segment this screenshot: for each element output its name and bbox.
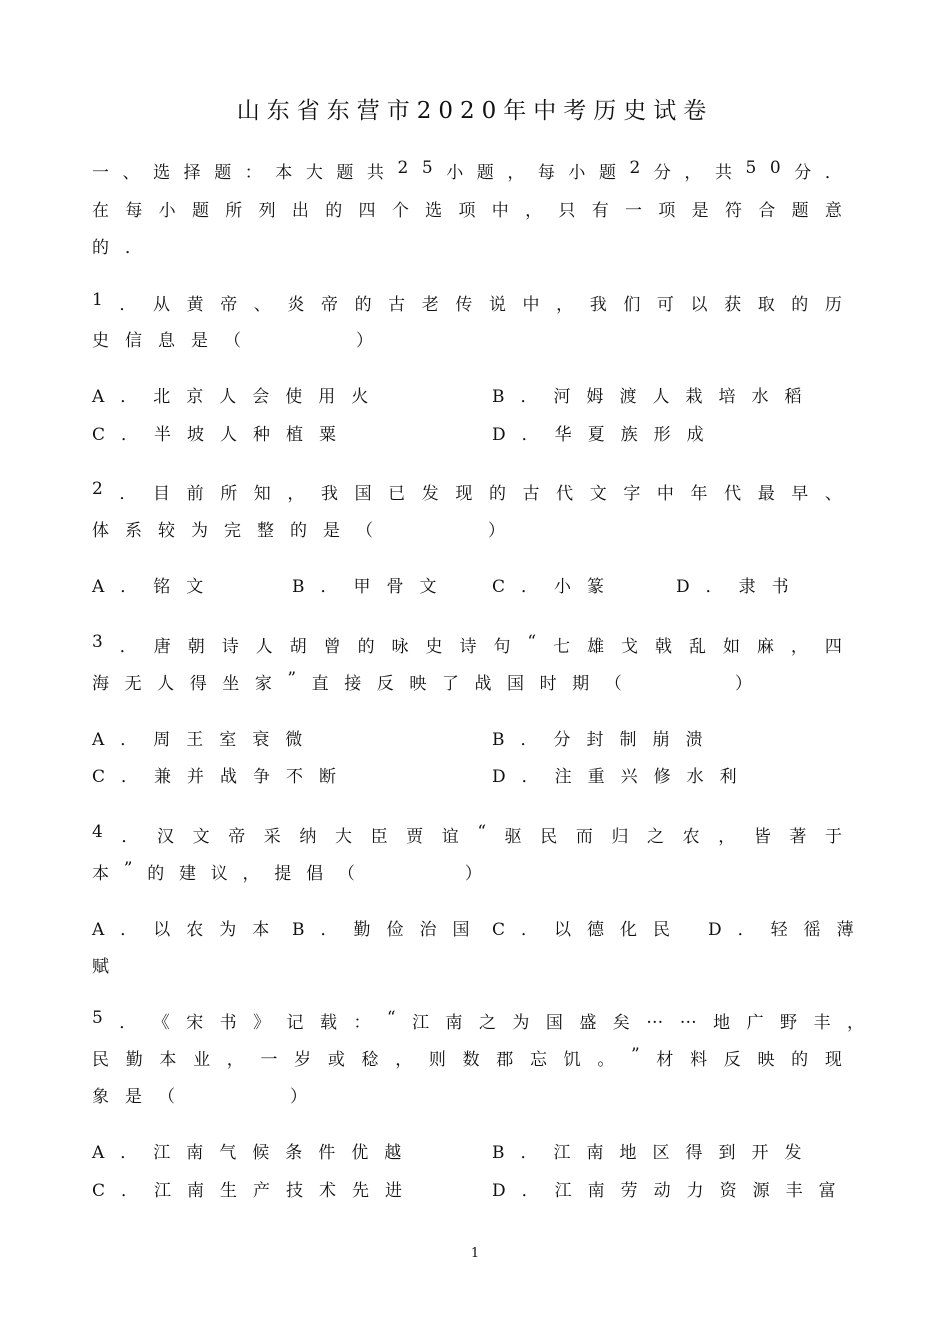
question-5-stem-line-1: 5 ． 《 宋 书 》 记 载 ： “ 江 南 之 为 国 盛 矣 … … 地 广 野 丰 ，: [92, 1008, 864, 1033]
question-1-option-b: B．河姆渡人栽培水稻: [492, 387, 818, 407]
question-2-option-b: B．甲骨文: [292, 577, 453, 597]
question-4-option-b: B．勤俭治国: [292, 920, 486, 940]
question-4-stem-line-2: 本 ” 的 建 议 ， 提 倡 （ ）: [92, 859, 482, 884]
question-2-option-c: C．小篆: [492, 577, 621, 597]
question-4-stem-line-1: 4 ． 汉 文 帝 采 纳 大 臣 贾 谊 “ 驱 民 而 归 之 农 ， 皆 著 于: [92, 822, 842, 847]
question-4-option-c: C．以德化民: [492, 920, 687, 940]
question-1-option-c: C．半坡人种植粟: [92, 425, 353, 445]
question-3-stem-line-1: 3 ． 唐 朝 诗 人 胡 曾 的 咏 史 诗 句 “ 七 雄 戈 戟 乱 如 麻 ， 四: [92, 632, 842, 657]
page-number: 1: [470, 1246, 480, 1261]
question-3-option-b: B．分封制崩溃: [492, 730, 719, 750]
question-3-stem-line-2: 海 无 人 得 坐 家 ” 直 接 反 映 了 战 国 时 期 （ ）: [92, 669, 752, 694]
question-5-option-c: C．江南生产技术先进: [92, 1181, 419, 1201]
section-heading-line-2: 在 每 小 题 所 列 出 的 四 个 选 项 中 ， 只 有 一 项 是 符 合 题 意: [92, 201, 842, 221]
question-1-stem-line-1: 1 ． 从 黄 帝 、 炎 帝 的 古 老 传 说 中 ， 我 们 可 以 获 取 的 历: [92, 290, 842, 315]
question-4-option-d-continued: 赋: [92, 957, 125, 977]
question-5-stem-line-3: 象是（ ）: [92, 1087, 323, 1107]
question-2-option-d: D．隶书: [676, 577, 805, 597]
question-5-option-b: B．江南地区得到开发: [492, 1143, 818, 1163]
question-1-stem-line-2: 史信息是（ ）: [92, 331, 389, 351]
question-4-option-a: A．以农为本: [92, 920, 286, 940]
question-2-stem-line-2: 体系较为完整的是（ ）: [92, 521, 521, 541]
question-2-option-a: A．铭文: [92, 577, 220, 597]
question-5-stem-line-2: 民 勤 本 业 ， 一 岁 或 稔 ， 则 数 郡 忘 饥 。 ” 材 料 反 映 的 现: [92, 1045, 842, 1070]
question-5-option-a: A．江南气候条件优越: [92, 1143, 418, 1163]
question-1-option-d: D．华夏族形成: [492, 425, 720, 445]
question-2-stem-line-1: 2 ． 目 前 所 知 ， 我 国 已 发 现 的 古 代 文 字 中 年 代 最 早 、: [92, 479, 842, 504]
section-heading-line-3: 的．: [92, 238, 158, 258]
section-heading-line-1: 一 、 选 择 题 ： 本 大 题 共 2 5 小 题 ， 每 小 题 2 分 ， 共 5 0 分 ．: [92, 158, 842, 183]
question-1-option-a: A．北京人会使用火: [92, 387, 385, 407]
question-3-option-a: A．周王室衰微: [92, 730, 319, 750]
page-title: 山东省东营市2020年中考历史试卷: [236, 98, 714, 124]
question-3-option-c: C．兼并战争不断: [92, 767, 353, 787]
question-4-option-d: D．轻徭薄: [708, 920, 870, 940]
question-5-option-d: D．江南劳动力资源丰富: [492, 1181, 852, 1201]
question-3-option-d: D．注重兴修水利: [492, 767, 753, 787]
